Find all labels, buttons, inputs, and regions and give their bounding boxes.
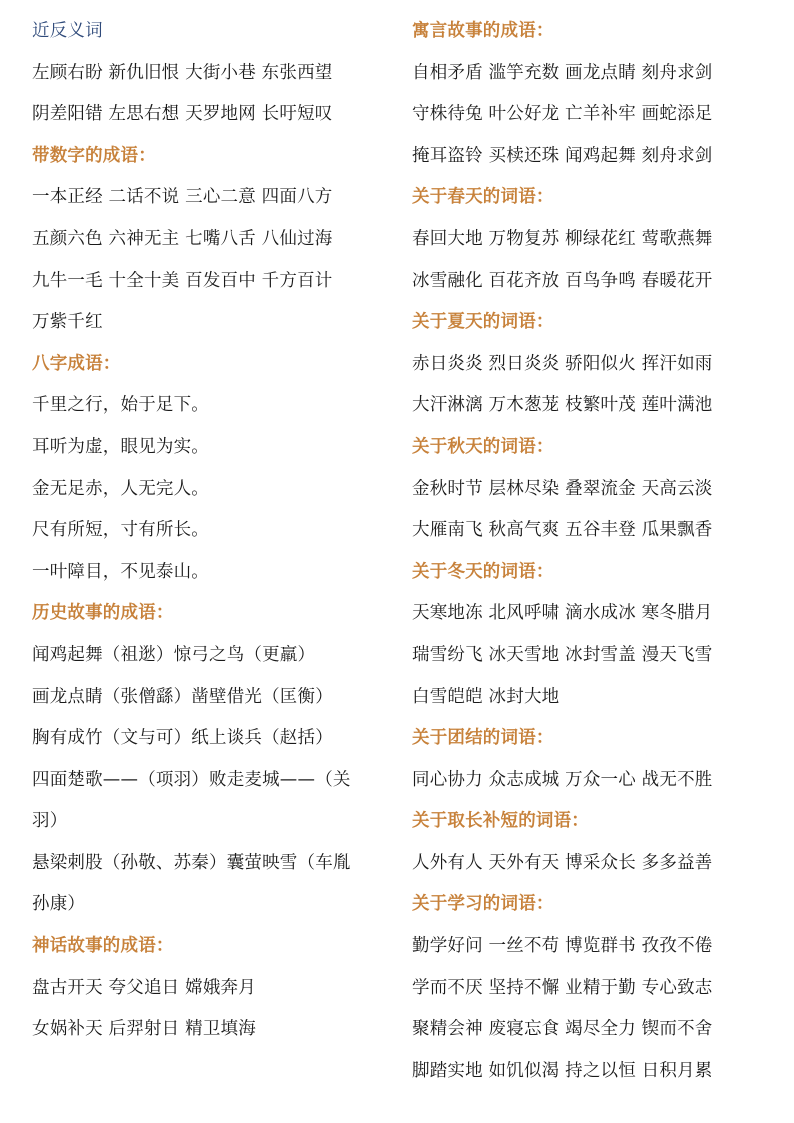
idiom-line: 羽） [32, 811, 68, 832]
idiom-line: 瑞雪纷飞 冰天雪地 冰封雪盖 漫天飞雪 [412, 644, 713, 665]
section-heading: 关于冬天的词语： [412, 561, 554, 582]
idiom-line: 闻鸡起舞（祖逖）惊弓之鸟（更羸） [32, 644, 316, 665]
idiom-line: 千里之行，始于足下。 [32, 395, 209, 416]
idiom-line: 四面楚歌——（项羽）败走麦城——（关 [32, 769, 351, 790]
section-heading: 历史故事的成语： [32, 603, 174, 624]
idiom-line: 孙康） [32, 894, 86, 915]
idiom-line: 金秋时节 层林尽染 叠翠流金 天高云淡 [412, 478, 713, 499]
idiom-line: 冰雪融化 百花齐放 百鸟争鸣 春暖花开 [412, 270, 713, 291]
section-heading: 关于学习的词语： [412, 894, 554, 915]
section-heading: 关于团结的词语： [412, 728, 554, 749]
left-column [32, 11, 402, 1051]
section-heading: 关于秋天的词语： [412, 436, 554, 457]
section-heading: 寓言故事的成语： [412, 21, 554, 41]
idiom-line: 掩耳盗铃 买椟还珠 闻鸡起舞 刻舟求剑 [412, 145, 713, 166]
idiom-line: 胸有成竹（文与可）纸上谈兵（赵括） [32, 728, 333, 749]
idiom-line: 一本正经 二话不说 三心二意 四面八方 [32, 187, 333, 208]
idiom-line: 人外有人 天外有天 博采众长 多多益善 [412, 852, 713, 873]
section-heading: 关于夏天的词语： [412, 312, 554, 333]
idiom-line: 春回大地 万物复苏 柳绿花红 莺歌燕舞 [412, 228, 713, 249]
idiom-line: 金无足赤，人无完人。 [32, 478, 209, 499]
idiom-line: 尺有所短，寸有所长。 [32, 520, 209, 541]
idiom-line: 耳听为虚，眼见为实。 [32, 436, 209, 457]
idiom-line: 天寒地冻 北风呼啸 滴水成冰 寒冬腊月 [412, 603, 713, 624]
idiom-line: 阴差阳错 左思右想 天罗地网 长吁短叹 [32, 104, 333, 125]
idiom-line: 脚踏实地 如饥似渴 持之以恒 日积月累 [412, 1060, 713, 1081]
idiom-line: 画龙点睛（张僧繇）凿壁借光（匡衡） [32, 686, 333, 707]
idiom-line: 女娲补天 后羿射日 精卫填海 [32, 1019, 256, 1040]
section-heading: 带数字的成语： [32, 145, 156, 166]
idiom-line: 聚精会神 废寝忘食 竭尽全力 锲而不舍 [412, 1019, 713, 1040]
idiom-line: 九牛一毛 十全十美 百发百中 千方百计 [32, 270, 333, 291]
idiom-line: 大汗淋漓 万木葱茏 枝繁叶茂 莲叶满池 [412, 395, 713, 416]
section-heading: 关于取长补短的词语： [412, 811, 589, 832]
idiom-line: 左顾右盼 新仇旧恨 大街小巷 东张西望 [32, 62, 333, 83]
section-heading: 八字成语： [32, 353, 121, 374]
idiom-line: 一叶障目，不见泰山。 [32, 561, 209, 582]
idiom-line: 自相矛盾 滥竽充数 画龙点睛 刻舟求剑 [412, 62, 713, 83]
idiom-line: 赤日炎炎 烈日炎炎 骄阳似火 挥汗如雨 [412, 353, 713, 374]
right-column [412, 11, 782, 1092]
idiom-line: 大雁南飞 秋高气爽 五谷丰登 瓜果飘香 [412, 520, 713, 541]
idiom-line: 盘古开天 夸父追日 嫦娥奔月 [32, 977, 256, 998]
section-heading: 近反义词 [32, 21, 103, 41]
idiom-line: 勤学好问 一丝不苟 博览群书 孜孜不倦 [412, 936, 713, 957]
section-heading: 关于春天的词语： [412, 187, 554, 208]
idiom-line: 悬梁刺股（孙敬、苏秦）囊萤映雪（车胤 [32, 852, 351, 873]
idiom-line: 白雪皑皑 冰封大地 [412, 686, 560, 707]
idiom-line: 万紫千红 [32, 312, 103, 333]
idiom-line: 守株待兔 叶公好龙 亡羊补牢 画蛇添足 [412, 104, 713, 125]
idiom-line: 五颜六色 六神无主 七嘴八舌 八仙过海 [32, 228, 333, 249]
idiom-line: 学而不厌 坚持不懈 业精于勤 专心致志 [412, 977, 713, 998]
idiom-line: 同心协力 众志成城 万众一心 战无不胜 [412, 769, 713, 790]
section-heading: 神话故事的成语： [32, 936, 174, 957]
